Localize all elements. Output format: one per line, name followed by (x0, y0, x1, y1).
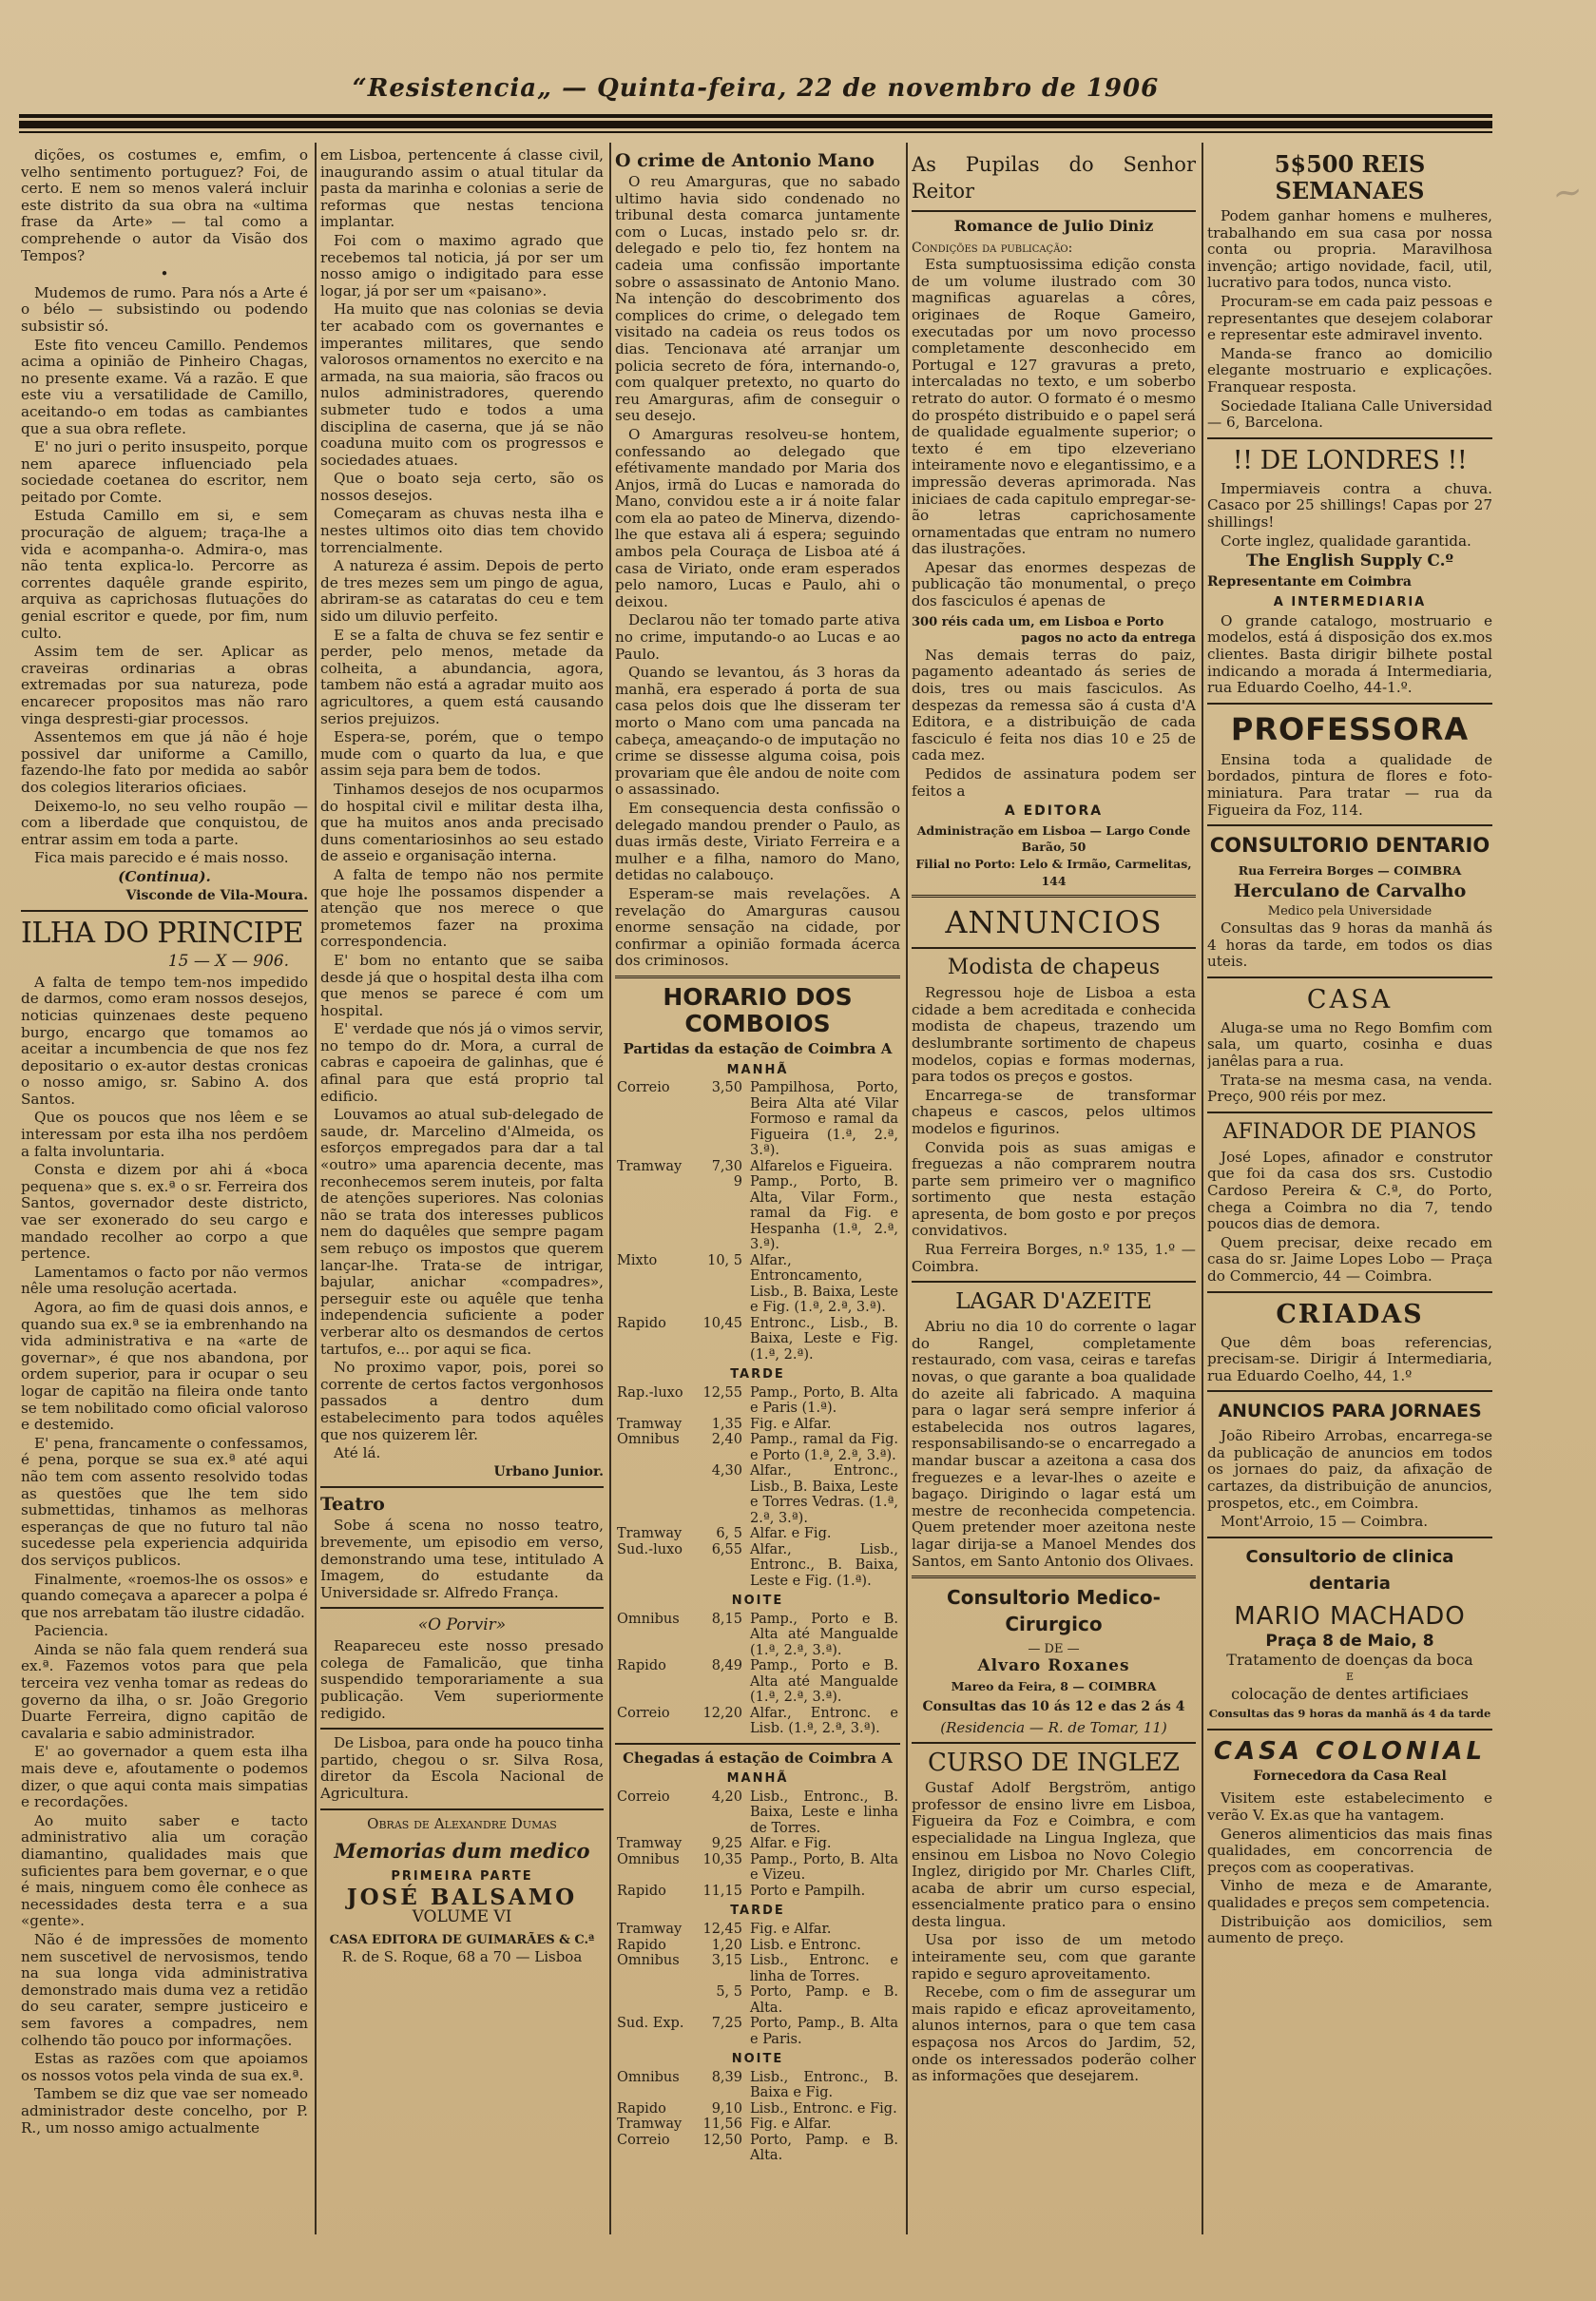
period-noite: NOITE (731, 2052, 784, 2067)
fornecedora-label: Fornecedora da Casa Real (1253, 1768, 1447, 1784)
train-route: Lisb., Entronc., B. Baixa e Fig. (750, 2069, 898, 2101)
train-time: 8,39 (711, 2069, 742, 2085)
timetable-row (615, 1385, 900, 1417)
article-paragraph: Ao muito saber e tacto administrativo alia um coração diamantino, qualidades mais que suficientes para bem governar, e o que é mais, ninguem como êle conhece as necessidades desta terra e a sua «gente». (21, 1811, 308, 1930)
train-type: Omnibus (617, 1851, 680, 1867)
section-title-porvir: «O Porvir» (417, 1615, 507, 1635)
ad-paragraph: Gustaf Adolf Bergström, antigo professor de ensino livre em Lisboa, Figueira da Foz e Coimbra, e com especialidade na Lingua Ingleza, que ensinou em Lisboa no Novo Colegio Inglez, dirigido por Mr. Charles Clift, acaba de abrir um curso especial, essencialmente pratico para o ensino desta lingua. (912, 1779, 1196, 1930)
timetable-row (615, 1432, 900, 1463)
article-paragraph: Sobe á scena no nosso teatro, brevemente, um episodio em verso, demonstrando uma tese, intitulado A Imagem, do estudante da Universidade sr. Alfredo França. (320, 1517, 604, 1601)
ad-paragraph: Generos alimenticios das mais finas qualidades, em concorrencia de preços com as cooperativas. (1207, 1825, 1492, 1876)
ad-paragraph: José Lopes, afinador e construtor que foi da casa dos srs. Custodio Cardoso Pereira & C.ª, do Porto, chega a Coimbra no dia 7, tendo poucos dias de demora. (1207, 1148, 1492, 1233)
train-route: Pamp., Porto e B. Alta até Mangualde (1.ª, 2.ª, 3.ª). (750, 1611, 898, 1658)
train-time: 4,30 (711, 1463, 742, 1479)
ad-paragraph: Impermiaveis contra a chuva. Casaco por 25 shillings! Capas por 27 shillings! (1207, 479, 1492, 531)
article-paragraph: A falta de tempo não nos permite que hoje lhe possamos dispender a atenção que nos merece o que prometemos fazer na proxima correspondencia. (320, 865, 604, 951)
train-time: 7,25 (711, 2016, 742, 2032)
timetable-row (615, 2117, 900, 2133)
article-paragraph: E se a falta de chuva se fez sentir e perder, pelo menos, metade da colheita, a abundancia, agora, tambem não está a agradar muito aos agricultores, a quem está causando serios prejuizos. (320, 626, 604, 727)
section-rule (1207, 976, 1492, 978)
dumas-heading: Obras de Alexandre Dumas (367, 1814, 557, 1832)
timetable-row (615, 1080, 900, 1159)
article-paragraph: Apesar das enormes despezas de publicação tão monumental, o preço dos fasciculos é apenas de (912, 558, 1196, 610)
article-paragraph: Começaram as chuvas nesta ilha e nestes ultimos oito dias tem chovido torrencialmente. (320, 505, 604, 556)
article-paragraph: Esperam-se mais revelações. A revelação do Amarguras causou enorme sensação na cidade, por confirmar a opinião formada ácerca dos criminosos. (615, 884, 900, 970)
train-time: 12,50 (702, 2132, 742, 2148)
article-paragraph: Tambem se diz que vae ser nomeado administrador deste concelho, por P. R., um nosso amigo actualmente (21, 2085, 308, 2137)
chegadas-heading: Chegadas á estação de Coimbra A (623, 1749, 893, 1767)
article-paragraph: Assentemos em que já não é hoje possivel dar uniforme a Camillo, fazendo-lhe fato por medida ao sabôr dos colegios literarios oficiaes. (21, 728, 308, 796)
alvaro-name: Alvaro Roxanes (977, 1655, 1130, 1675)
article-paragraph: Louvamos ao atual sub-delegado de saude, dr. Marcelino d'Almeida, os esforços empregados para dar a tal «outro» uma aparencia decente, mas reconhecemos serem inuteis, por falta de atenções superiores. Nas colonias não se trata dos interesses publicos nem do daquêles que sempre pagam sem rebuço os impostos que querem lançar-lhe. Trata-se de intrigar, bajular, anichar «compadres», perseguir este ou aquêle que tenha independencia suficiente a poder verberar alto os desmandos de certos tartufos, e... por aqui se fica. (320, 1106, 604, 1358)
column-1 (21, 147, 308, 2239)
train-route: Alfar., Entronc. e Lisb. (1.ª, 2.ª, 3.ª). (750, 1705, 898, 1737)
train-route: Lisb., Entronc. e Fig. (750, 2100, 897, 2117)
timetable-partidas-tarde (615, 1385, 900, 1590)
ad-paragraph: Procuram-se em cada paiz pessoas e representantes que desejem colaborar e representar este admiravel invento. (1207, 292, 1492, 344)
timetable-row (615, 2133, 900, 2164)
train-time: 1,35 (711, 1416, 742, 1432)
ad-paragraph: Podem ganhar homens e mulheres, trabalhando em sua casa por nossa conta ou propria. Maravilhosa invenção; artigo novidade, facil, util, lucrativo para todos, nunca visto. (1207, 207, 1492, 292)
section-rule (320, 1808, 604, 1810)
train-time: 9,10 (711, 2100, 742, 2117)
train-type: Correio (617, 2132, 670, 2148)
intermediaria-label: A INTERMEDIARIA (1273, 595, 1427, 610)
timetable-row (615, 1706, 900, 1737)
balsamo-title: JOSÉ BALSAMO (346, 1884, 578, 1910)
article-paragraph: Que o boato seja certo, são os nossos desejos. (320, 470, 604, 504)
article-paragraph: Que os poucos que nos lêem e se interessam por esta ilha nos perdôem a falta involuntaria. (21, 1109, 308, 1160)
section-title-crime: O crime de Antonio Mano (615, 150, 875, 171)
train-route: Porto, Pamp., B. Alta e Paris. (750, 2016, 898, 2047)
train-time: 3,50 (711, 1080, 742, 1096)
period-noite: NOITE (731, 1594, 784, 1609)
train-route: Entronc., Lisb., B. Baixa, Leste e Fig. (1.ª, 2.ª). (750, 1315, 898, 1363)
article-paragraph: Ha muito que nas colonias se deviа ter acabado com os governantes e imperantes militares, que sendo valorosos ornamentos no exercito e na armada, na sua maioria, são fracos ou nulos administradores, querendo submeter tudo e todos a uma disciplina de caserna, que já se não coaduna muito com os progressos e sociedades atuaes. (320, 300, 604, 469)
train-route: Porto, Pamp. e B. Alta. (750, 2132, 898, 2164)
article-paragraph: Consta e dizem por ahi á «boca pequena» que s. ex.ª o sr. Ferreira dos Santos, governador deste districto, vae ser exonerado do seu cargo e mandado recolher ao corpo a que pertence. (21, 1161, 308, 1263)
ad-title-afinador: AFINADOR DE PIANOS (1222, 1119, 1477, 1144)
ad-paragraph: Rua Ferreira Borges, n.º 135, 1.º — Coimbra. (912, 1241, 1196, 1275)
ad-paragraph: Consultas das 9 horas da manhã ás 4 horas da tarde, em todos os dias uteis. (1207, 919, 1492, 971)
ad-paragraph: Abriu no dia 10 do corrente o lagar do Rangel, completamente restaurado, com vasa, ceiras e tarefas novas, o que garante a boa qualidade do azeite ali fabricado. A maquina para o lagar será sempre inferior á estabelecida nos outros lagares, responsabilisando-se o encarregado a mandar buscar a azeitona a casa dos freguezes e a levar-lhes o azeite e bagaço. Dirigindo o lagar está um mestre de reconhecida competencia. Quem pretender moer azeitona neste lagar dirija-se a Manoel Mendes dos Santos, em Santo Antonio dos Olivaes. (912, 1318, 1196, 1570)
section-rule (1207, 1390, 1492, 1392)
pencil-mark: ~ (1549, 168, 1586, 216)
timetable-row (615, 1852, 900, 1884)
train-type: Tramway (617, 1922, 683, 1938)
timetable-row (615, 1417, 900, 1433)
timetable-row (615, 1789, 900, 1837)
timetable-row (615, 1658, 900, 1706)
train-type: Correio (617, 1080, 670, 1096)
train-time: 2,40 (711, 1432, 742, 1448)
train-time: 11,56 (702, 2117, 742, 2133)
article-paragraph: A falta de tempo tem-nos impedido de darmos, como eram nossos desejos, noticias quinzenaes deste pequeno burgo, encargo que tomamos ao aceitar a incumbencia de que nos fez depositario o ex-autor destas cronicas o nosso amigo, sr. Sabino A. dos Santos. (21, 973, 308, 1108)
dentario-address: Rua Ferreira Borges — COIMBRA (1238, 863, 1462, 879)
timetable-row (615, 1316, 900, 1363)
timetable-row (615, 1836, 900, 1852)
train-route: Pamp., Porto, B. Alta e Paris (1.ª). (750, 1384, 898, 1417)
train-type: Tramway (617, 1526, 683, 1542)
residencia-line: (Residencia — R. de Tomar, 11) (940, 1718, 1167, 1736)
ad-title-colonial: CASA COLONIAL (1213, 1736, 1487, 1766)
train-type: Tramway (617, 1158, 683, 1174)
train-time: 12,20 (702, 1705, 742, 1721)
timetable-row (615, 1984, 900, 2016)
article-paragraph: Este fito venceu Camillo. Pendemos acima a opinião de Pinheiro Chagas, no presente exame. Vá a razão. E que este viu a versatilidade de Camillo, aceitando-o em todas as cambiantes que a sua obra reflete. (21, 336, 308, 437)
article-paragraph: Mudemos de rumo. Para nós a Arte é o bélo — subsistindo ou podendo subsistir só. (21, 283, 308, 335)
train-time: 1,20 (711, 1937, 742, 1953)
section-rule (912, 947, 1196, 949)
article-paragraph: E' ao governador a quem esta ilha mais deve e, afoutamente o podemos dizer, o que aqui conta mais simpatias e recordações. (21, 1743, 308, 1811)
section-rule (615, 976, 900, 978)
section-rule (320, 1486, 604, 1488)
article-paragraph: em Lisboa, pertencente á classe civil, inaugurando assim o atual titular da pasta da marinha e colonias a serie de reformas que nestas tencionа implantar. (320, 147, 604, 231)
article-paragraph: De Lisboa, para onde ha pouco tinha partido, chegou o sr. Silva Rosa, diretor da Escola Nacional de Agricultura. (320, 1734, 604, 1803)
train-time: 10,45 (702, 1315, 742, 1331)
train-route: Pampilhosa, Porto, Beira Alta até Vilar Formoso e ramal da Figueira (1.ª, 2.ª, 3.ª). (750, 1080, 898, 1159)
header-rule (19, 114, 1492, 118)
preco-line-2: pagos no acto da entrega (1021, 631, 1196, 647)
train-time: 7,30 (711, 1158, 742, 1174)
parte-label: PRIMEIRA PARTE (391, 1869, 533, 1885)
timetable-row (615, 1922, 900, 1938)
train-time: 12,45 (702, 1922, 742, 1938)
train-route: Lisb., Entronc. e linha de Torres. (750, 1953, 898, 1984)
section-rule (1207, 824, 1492, 826)
ad-paragraph: Quem precisar, deixe recado em casa do sr. Jaime Lopes Lobo — Praça do Commercio, 44 — Coimbra. (1207, 1233, 1492, 1285)
period-manha: MANHÃ (726, 1771, 789, 1787)
train-time: 9 (733, 1174, 742, 1190)
section-rule (1207, 1112, 1492, 1113)
supply-name: The English Supply C.º (1245, 551, 1454, 571)
train-time: 3,15 (711, 1953, 742, 1969)
section-rule (320, 1607, 604, 1609)
section-rule (1207, 1537, 1492, 1538)
article-paragraph: Assim tem de ser. Aplicar as craveiras ordinarias a obras extremadas por sua natureza, pode encarecer propositos mas não raro vinga despresti-giar processos. (21, 643, 308, 727)
train-route: Alfar., Entronc., Lisb., B. Baixa, Leste e Torres Vedras. (1.ª, 2.ª, 3.ª). (750, 1463, 898, 1526)
train-type: Omnibus (617, 2069, 680, 2085)
article-paragraph: E' verdade que nós já o vimos servir, no tempo do dr. Mora, a curral de cabras e capoeira de galinhas, que é afinal para que está proprio tal edificio. (320, 1020, 604, 1105)
article-paragraph: dições, os costumes e, emfim, o velho sentimento portuguez? Foi, de certo. E nem so menos valerá incluir este distrito da sua obra na «ultima frase da Arte» — tal como a comprehende o autor da Visão dos Tempos? (21, 147, 308, 264)
train-route: Fig. e Alfar. (750, 2117, 832, 2133)
ad-title-londres: !! DE LONDRES !! (1232, 445, 1468, 475)
train-route: Alfar. e Fig. (750, 1526, 832, 1542)
train-route: Pamp., ramal da Fig. e Porto (1.ª, 2.ª, 3.ª). (750, 1432, 898, 1463)
train-type: Sud. Exp. (617, 2016, 684, 2032)
continua-note: (Continua). (118, 867, 211, 885)
article-paragraph: Agora, ao fim de quasi dois annos, e quando sua ex.ª se ia embrenhando na vida administrativa e na «arte de governar», é que nos abandona, por ordem superior, para ir ocupar o seu logar de capitão na fileira onde tanto se tem nobilitado como oficial valoroso e destemido. (21, 1299, 308, 1434)
train-route: Alfar., Entroncamento, Lisb., B. Baixa, Leste e Fig. (1.ª, 2.ª, 3.ª). (750, 1252, 898, 1316)
ad-title-professora: PROFESSORA (1230, 710, 1470, 747)
train-type: Tramway (617, 2117, 683, 2133)
herculano-name: Herculano de Carvalho (1233, 880, 1467, 901)
timetable-row (615, 1953, 900, 1984)
ad-paragraph: João Ribeiro Arrobas, encarrega-se da publicação de anuncios em todos os jornaes do paiz, da afixação de cartazes, da distribuição de anuncios, prospetos, etc., em Coimbra. (1207, 1427, 1492, 1512)
section-title-pupilas: As Pupilas do Senhor Reitor (912, 153, 1196, 203)
separator-dot: • (160, 265, 169, 283)
ad-paragraph: O grande catalogo, mostruario e modelos, está á disposição dos ex.mos clientes. Basta dirigir bilhete postal indicando a morada á Intermediaria, rua Eduardo Coelho, 44-1.º. (1207, 611, 1492, 697)
train-type (615, 1984, 697, 2016)
and-label: E (1345, 1671, 1355, 1684)
train-time: 11,15 (702, 1883, 742, 1899)
train-type: Rapido (617, 2100, 666, 2117)
train-route: Alfar. e Fig. (750, 1836, 832, 1852)
ad-paragraph: Mont'Arroio, 15 — Coimbra. (1221, 1513, 1429, 1531)
article-paragraph: Espera-se, porém, que o tempo mude com o quarto da lua, e que assim seja para bem de todos. (320, 728, 604, 780)
timetable-row (615, 1159, 900, 1175)
ad-title-jornaes: ANUNCIOS PARA JORNAES (1218, 1401, 1482, 1422)
train-route: Pamp., Porto, B. Alta, Vilar Form., ramal da Fig. e Hespanha (1.ª, 2.ª, 3.ª). (750, 1174, 898, 1253)
section-rule (912, 1576, 1196, 1578)
article-paragraph: Ainda se não fala quem renderá sua ex.ª. Fazemos votos para que pela terceira vez venha tomar as redeas do governo da ilha, o sr. João Gregorio Duarte Ferreira, digno capitão de cavalaria e sabio administrador. (21, 1640, 308, 1742)
condicoes-label: Condições da publicação: (912, 240, 1073, 256)
section-title-teatro: Teatro (320, 1494, 385, 1516)
ad-title-lagar: LAGAR D'AZEITE (955, 1289, 1152, 1315)
column-5 (1207, 147, 1492, 2239)
timetable-chegadas-manha (615, 1789, 900, 1900)
ad-paragraph: Visitem este estabelecimento e verão V. Ex.as que ha vantagem. (1207, 1789, 1492, 1824)
article-signature: Visconde de Vila-Moura. (125, 887, 308, 903)
ad-paragraph: Ensina toda a qualidade de bordados, pintura de flores e foto-miniatura. Para tratar — rua da Figueira da Foz, 114. (1207, 750, 1492, 819)
train-type: Rap.-luxo (617, 1384, 683, 1401)
train-route: Porto e Pampilh. (750, 1883, 866, 1899)
column-divider (315, 143, 317, 2234)
colocacao-line: colocação de dentes artificiaes (1231, 1684, 1469, 1703)
article-paragraph: Tinhamos desejos de nos ocuparmos do hospital civil e militar desta ilha, que ha muitos anos anda precisado duns comentariosinhos ao seu estado de asseio e organisação interna. (320, 780, 604, 865)
timetable-row (615, 2070, 900, 2101)
train-type: Correio (617, 1705, 670, 1721)
train-type: Rapido (617, 1883, 666, 1899)
train-time: 6, 5 (716, 1526, 742, 1542)
timetable-row (615, 1542, 900, 1590)
train-type: Mixto (617, 1252, 658, 1268)
section-rule (912, 1742, 1196, 1744)
section-rule (1207, 437, 1492, 439)
train-type (615, 1463, 697, 1526)
train-time: 8,49 (711, 1658, 742, 1674)
ad-paragraph: Manda-se franco ao domicilio elegante mostruario e explicações. Franquear resposta. (1207, 344, 1492, 396)
timetable-partidas-noite (615, 1612, 900, 1737)
article-paragraph: Fica mais parecido e é mais nosso. (34, 849, 289, 867)
representante-label: Representante em Coimbra (1207, 573, 1412, 590)
article-paragraph: Em consequencia desta confissão o delegado mandou prender o Paulo, as duas irmãs deste, Viriato Ferreira e a mulher e a filha, namoro do Mano, detidas no calabouço. (615, 799, 900, 884)
column-2 (320, 147, 604, 2239)
section-rule (1207, 1291, 1492, 1293)
ad-paragraph: Convida pois as suas amigas e freguezas a não comprarem noutra parte sem primeiro ver o magnifico sortimento que nesta estação apresenta, de bom gosto e por preços convidativos. (912, 1138, 1196, 1240)
article-paragraph: Deixemo-lo, no seu velho roupão — com a liberdade que conquistou, de entrar assim em toda a parte. (21, 797, 308, 848)
article-paragraph: O reu Amarguras, que no sabado ultimo havia sido condenado no tribunal desta comarca juntamente com o Lucas, instado pelo sr. dr. delegado e pelo tio, fez hontem na cadeia uma confissão importante sobre o assassinato de Antonio Mano. Na intenção do descobrimento dos complices do crime, o delegado tem visitado na cadeia os reus todos os dias. Tencionava até arranjar um policia secreto de fóra, internando-o, com qualquer pretexto, no quarto do reu Amarguras, afim de conseguir o seu desejo. (615, 173, 900, 425)
train-type: Sud.-luxo (617, 1541, 683, 1557)
machado-name: MARIO MACHADO (1234, 1601, 1466, 1631)
ad-paragraph: Encarrega-se de transformar chapeus e cascos, pelos ultimos modelos e figurinos. (912, 1086, 1196, 1137)
column-3 (615, 147, 900, 2239)
de-label: — DE — (1028, 1642, 1080, 1657)
article-paragraph: A natureza é assim. Depois de perto de tres mezes sem um pingo de agua, abriram-se as cataratas do ceu e tem sido um diluvio perfeito. (320, 557, 604, 626)
train-time: 4,20 (711, 1789, 742, 1805)
article-paragraph: Estas as razões com que apoiamos os nossos votos pela vinda de sua ex.ª. (21, 2050, 308, 2084)
timetable-row (615, 2101, 900, 2117)
train-type: Rapido (617, 1658, 666, 1674)
train-time: 5, 5 (716, 1984, 742, 2001)
train-type (615, 1174, 697, 1253)
volume-label: VOLUME VI (412, 1907, 512, 1927)
timetable-row (615, 1612, 900, 1659)
alvaro-address: Mareo da Feira, 8 — COIMBRA (951, 1679, 1157, 1694)
ad-paragraph: Trata-se na mesma casa, na venda. Preço, 900 réis por mez. (1207, 1071, 1492, 1106)
ad-title-dentario: CONSULTORIO DENTARIO (1209, 834, 1490, 858)
train-time: 10,35 (702, 1851, 742, 1867)
ad-paragraph: Regressou hoje de Lisboa a esta cidade a bem acreditada e conhecida modista de chapeus, trazendo um deslumbrante sortimento de chapeus modelos, copias e formas modernas, para todos os preços e gostos. (912, 984, 1196, 1086)
period-tarde: TARDE (730, 1904, 785, 1919)
consultas-line: Consultas das 9 horas da manhã ás 4 da tarde (1208, 1707, 1491, 1721)
timetable-row (615, 1463, 900, 1526)
article-paragraph: Até lá. (334, 1444, 381, 1462)
train-route: Pamp., Porto, B. Alta e Vizeu. (750, 1851, 898, 1884)
header-rule-thin (19, 131, 1492, 133)
timetable-row (615, 1526, 900, 1542)
article-paragraph: Esta sumptuosissima edição consta de um volume ilustrado com 30 magnificas aguarelas a côres, originaes de Roque Gameiro, executadas por um novo processo completamente desconhecido em Portugal e 127 gravuras a preto, intercaladas no texto, e um soberbo retrato do autor. O formato é o mesmo do prospéto distribuido e o papel será de qualidade egualmente superior; o texto é em tipo elzeveriano inteiramente novo e elegantissimo, e a impressão deveras aprimorada. Nas iniciaes de cada capitulo empregar-se-ão letras caprichosamente ornamentadas que entram no numero das ilustrações. (912, 256, 1196, 558)
article-paragraph: No proximo vapor, pois, porei so corrente de certos factos vergonhosos passados a dentro dum estabelecimento para todos aquêles que nos quizerem lêr. (320, 1359, 604, 1443)
train-type: Correio (617, 1789, 670, 1805)
ad-title-clinica: Consultorio de clinica dentaria (1245, 1546, 1454, 1594)
train-time: 8,15 (711, 1611, 742, 1627)
article-paragraph: Nas demais terras do paiz, pagamento adeantado ás series de dois, tres ou mais fasciculos. As despezas da remessa são á custa d'A Editora, e a distribuição de cada fasciculo é feita nos dias 10 e 25 de cada mez. (912, 646, 1196, 764)
section-date: 15 — X — 906. (167, 952, 289, 972)
timetable-row (615, 1253, 900, 1316)
article-paragraph: Reapareceu este nosso presado colega de Famalicão, que tinha suspendido temporariamente a sua publicação. Vem superiormente redigido. (320, 1637, 604, 1722)
article-signature: Urbano Junior. (493, 1463, 604, 1479)
article-paragraph: Não é de impressões de momento nem suscetivel de nervosismos, tendo na sua longa vida administrativa demonstrado mais duma vez a retidão do seu carater, sempre justiceiro e sem favores a compadres, nem colhendo tão pouco por informações. (21, 1930, 308, 2049)
train-route: Alfar., Lisb., Entronc., B. Baixa, Leste e Fig. (1.ª). (750, 1541, 898, 1589)
section-rule (1207, 1729, 1492, 1731)
section-rule (912, 210, 1196, 212)
article-paragraph: Quando se levantou, ás 3 horas da manhã, era esperado á porta de sua casa pelos dois que lhe disseram ter morto o Mano com uma pancada na cabeça, ameaçando-o de imputação no crime se dissesse alguma coisa, pois provariam que êle andou de noite com o assassinado. (615, 664, 900, 799)
article-paragraph: Estuda Camillo em si, e sem procuração de alguem; traça-lhe a vida e acompanha-o. Admira-o, mas não tenta explica-lo. Percorre as correntes daquêle grande espirito, arquiva as caprichosas flutuações do genial escritor e quede, por fim, num culto. (21, 507, 308, 642)
page-header: “Resistencia„ — Quinta-feira, 22 de novembro de 1906 (352, 74, 1160, 103)
ad-paragraph: Aluga-se uma no Rego Bomfim com sala, um quarto, cosinha e duas janêlas para a rua. (1207, 1018, 1492, 1070)
ad-paragraph: Distribuição aos domicilios, sem aumento de preço. (1207, 1912, 1492, 1947)
section-rule (912, 1281, 1196, 1283)
horario-title: HORARIO DOS COMBOIOS (663, 982, 853, 1037)
train-time: 9,25 (711, 1836, 742, 1852)
train-route: Lisb., Entronc., B. Baixa, Leste e linha de Torres. (750, 1789, 898, 1836)
train-route: Porto, Pamp. e B. Alta. (750, 1984, 898, 2016)
ad-paragraph: Usa por isso de um metodo inteiramente seu, com que garante rapido e seguro aproveitamento. (912, 1931, 1196, 1982)
section-rule (21, 910, 308, 912)
ad-paragraph: Sociedade Italiana Calle Universidad — 6, Barcelona. (1207, 396, 1492, 432)
train-route: Lisb. e Entronc. (750, 1937, 861, 1953)
ad-paragraph: Vinho de meza e de Amarante, qualidades e preços sem competencia. (1207, 1877, 1492, 1911)
article-paragraph: O Amarguras resolveu-se hontem, confessando ao delegado que efétivamente mandado por Maria dos Anjos, irmã do Lucas e namorada do Mano, convidou este a ir á noite falar com ela ao pateo de Minerva, dizendo-lhe que estava ali á espera; seguindo ambos pela Couraça de Lisboa até á casa de Viriato, onde eram esperados pelo namoro, Lucas e Paulo, ahi o deixou. (615, 425, 900, 610)
romance-subtitle: Romance de Julio Diniz (953, 217, 1154, 235)
ad-paragraph: Corte inglez, qualidade garantida. (1221, 532, 1471, 550)
editora-label: A EDITORA (1004, 803, 1104, 820)
train-type: Omnibus (617, 1611, 680, 1627)
memorias-title: Memorias dum medico (334, 1839, 590, 1864)
train-time: 6,55 (711, 1541, 742, 1557)
medico-label: Medico pela Universidade (1267, 904, 1433, 919)
train-time: 10, 5 (707, 1252, 742, 1268)
section-rule (912, 895, 1196, 898)
train-type: Omnibus (617, 1953, 680, 1969)
train-time: 12,55 (702, 1384, 742, 1401)
ad-paragraph: Recebe, com o fim de assegurar um mais rapido e eficaz aproveitamento, alunos internos, para o que tem casa espaçosa nos Arcos do Jardim, 52, onde os interessados poderão colher as informações que desejarem. (912, 1983, 1196, 2085)
partidas-heading: Partidas da estação de Coimbra A (623, 1039, 893, 1057)
preco-line: 300 réis cada um, em Lisboa e Porto (912, 614, 1164, 629)
section-rule (320, 1728, 604, 1730)
train-route: Pamp., Porto e B. Alta até Mangualde (1.ª, 2.ª, 3.ª). (750, 1658, 898, 1706)
train-type: Rapido (617, 1315, 666, 1331)
ad-paragraph: Que dêm boas referencias, precisam-se. Dirigir á Intermediaria, rua Eduardo Coelho, 44, 1.º (1207, 1333, 1492, 1384)
praca-address: Praça 8 de Maio, 8 (1265, 1631, 1434, 1651)
consultas-hours: Consultas das 10 ás 12 e das 2 ás 4 (922, 1698, 1185, 1714)
ad-title-casa: CASA (1306, 984, 1394, 1015)
train-route: Fig. e Alfar. (750, 1416, 832, 1432)
editora-address-2: Filial no Porto: Lelo & Irmão, Carmelitas, 144 (915, 856, 1192, 888)
train-type: Omnibus (617, 1432, 680, 1448)
header-rule-thick (19, 121, 1492, 128)
tratamento-line: Tratamento de doenças da boca (1226, 1651, 1473, 1670)
timetable-row (615, 1174, 900, 1253)
editora-address: R. de S. Roque, 68 a 70 — Lisboa (341, 1947, 583, 1965)
column-4 (912, 147, 1196, 2239)
train-route: Alfarelos e Figueira. (750, 1158, 893, 1174)
article-paragraph: Lamentamos o facto por não vermos nêle uma resolução acertada. (21, 1263, 308, 1298)
article-paragraph: Paciencia. (34, 1622, 108, 1640)
editora-address-1: Administração em Lisboa — Largo Conde Barão, 50 (916, 822, 1191, 855)
article-paragraph: Declarou não ter tomado parte ativa no crime, imputando-o ao Lucas e ao Paulo. (615, 611, 900, 663)
section-rule (615, 1743, 900, 1745)
article-paragraph: E' bom no entanto que se saiba desde já que o hospital desta ilha com que menos se parece é com um hospital. (320, 951, 604, 1019)
column-divider (906, 143, 908, 2234)
column-divider (1202, 143, 1203, 2234)
train-type: Rapido (617, 1937, 666, 1953)
train-route: Fig. e Alfar. (750, 1922, 832, 1938)
ad-title-consultorio: Consultorio Medico-Cirurgico (947, 1586, 1161, 1636)
article-paragraph: Finalmente, «roemos-lhe os ossos» e quando começava a aparecer a polpa é que nos arrebatam tão ilustre cidadão. (21, 1570, 308, 1621)
ad-title-reis: 5$500 REIS SEMANAES (1274, 150, 1426, 204)
train-type: Tramway (617, 1836, 683, 1852)
ad-title-criadas: CRIADAS (1276, 1299, 1424, 1329)
annuncios-heading: ANNUNCIOS (945, 904, 1163, 941)
section-rule (1207, 703, 1492, 705)
timetable-row (615, 1938, 900, 1954)
train-type: Tramway (617, 1416, 683, 1432)
period-manha: MANHÃ (726, 1062, 789, 1077)
article-paragraph: Pedidos de assinatura podem ser feitos a (912, 765, 1196, 800)
ad-title-modista: Modista de chapeus (947, 956, 1161, 980)
article-paragraph: E' no juri o perito insuspeito, porque nem aparece influenciado pela sociedade coetanea do escritor, nem peitado por Comte. (21, 438, 308, 506)
article-paragraph: Foi com o maximo agrado que recebemos tal noticia, já por ser um nosso amigo o indigitado para esse logar, já por ser um «paisano». (320, 231, 604, 300)
timetable-partidas-manha (615, 1080, 900, 1363)
timetable-chegadas-noite (615, 2070, 900, 2164)
section-title-ilha: ILHA DO PRINCIPE (21, 917, 304, 951)
timetable-row (615, 1884, 900, 1900)
timetable-chegadas-tarde (615, 1922, 900, 2047)
editora-name: CASA EDITORA DE GUIMARÃES & C.ª (329, 1933, 595, 1947)
period-tarde: TARDE (730, 1367, 785, 1383)
article-paragraph: E' pena, francamente o confessamos, é pena, porque se sua ex.ª até aqui não tem com assento resolvido todas as questões que lhe tem sido submettidas, tinhamos as melhoras esperanças de que no futuro tal não sucedesse pela experiencia adquirida dos serviços publicos. (21, 1434, 308, 1569)
timetable-row (615, 2016, 900, 2047)
ad-title-curso: CURSO DE INGLEZ (928, 1749, 1180, 1778)
column-divider (609, 143, 611, 2234)
